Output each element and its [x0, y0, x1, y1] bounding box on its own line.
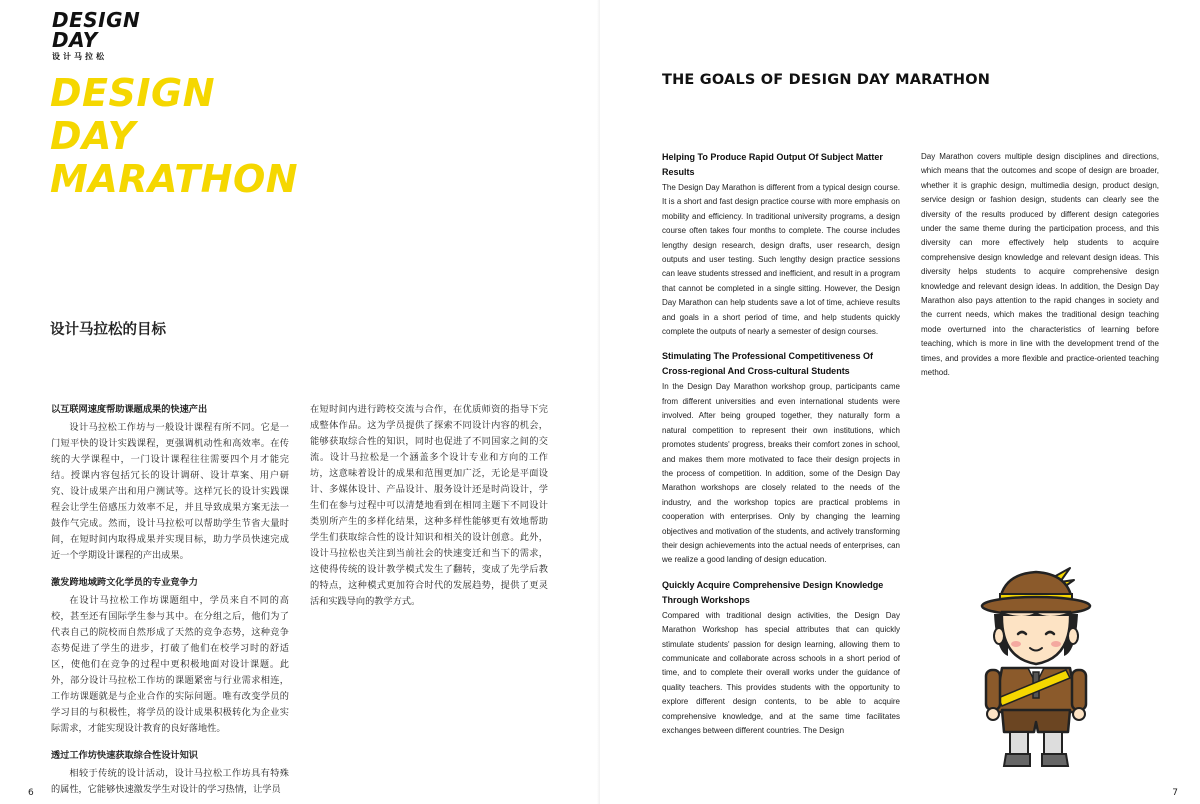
en-paragraph-3: Compared with traditional design activities, the Design Day Marathon Workshop has special attributes that can quickly stimulate students' passion for design learning, allowing them to communicate and collaborate across schools in a short period of time, and to complete their overall works under the guidance of quality teachers. This provides students with the opportunity to explore different design contents, to be able to acquire comprehensive knowledge, and at the same time facilitates exchanges between different countries. The Design — [662, 610, 900, 735]
en-column-2 — [921, 150, 1159, 391]
en-subheading-2: Stimulating The Professional Competitiveness Of Cross-regional And Cross-cultural Students — [662, 351, 874, 377]
cn-subheading-2: 激发跨地域跨文化学员的专业竞争力 — [51, 577, 198, 588]
big-title-line-1: DESIGN — [50, 71, 216, 115]
cn-column-1 — [51, 402, 289, 804]
cn-paragraph-2: 在设计马拉松工作坊课题组中，学员来自不同的高校，甚至还有国际学生参与其中。在分组之后，他们为了代表自己的院校而自然形成了天然的竞争态势，这种竞争态势促进了学生的进步，打破了他们在校学习时的舒适区，使他们在竞争的过程中更积极地面对设计课题。此外，部分设计马拉松工作坊的课题紧密与行业需求相连，工作坊课题就是与企业合作的实际问题。唯有改变学员的学习目的与积极性，将学员的设计成果积极转化为企业实际需求，才能实现设计教育的良好落地性。 — [51, 595, 289, 734]
cn-section-heading: 设计马拉松的目标 — [50, 322, 166, 338]
cn-paragraph-3: 相较于传统的设计活动，设计马拉松工作坊具有特殊的属性，它能够快速激发学生对设计的学习热情，让学员 — [51, 768, 289, 795]
cn-paragraph-1: 设计马拉松工作坊与一般设计课程有所不同。它是一门短平快的设计实践课程，更强调机动性和高效率。在传统的大学课程中，一门设计课程往往需要四个月才能完结。授课内容包括冗长的设计调研、设计草案、用户研究、设计成果产出和用户测试等。这样冗长的设计实践课程会让学生倍感压力效率不足，并且导致成果方案无法一鼓作气完成。然而，设计马拉松可以帮助学生节省大量时间，在短时间内取得成果并实现目标，助力学员快速完成近一个学期设计课程的产出成果。 — [51, 422, 289, 561]
page-number-right: 7 — [1172, 788, 1178, 798]
en-paragraph-continued: Day Marathon covers multiple design disciplines and directions, which means that the outcomes and scope of design are broader, whether it is graphic design, multimedia design, product design, service design or fashion design, students can clearly see the diversity of the results produced by different design categories under the same theme during the participation process, and this diversity can more effectively help students to acquire comprehensive design knowledge and relevant design ideas. This diversity helps students to acquire comprehensive design knowledge and relevant design ideas. In addition, the Design Day Marathon also pays attention to the rapid changes in society and the current needs, which makes the traditional design teaching mode overturned into the characteristics of learning before teaching, which is more in line with the development trend of the times, and provides a more flexible and practice-oriented teaching method. — [921, 152, 1159, 378]
cn-column-2 — [310, 402, 548, 621]
mascot-illustration — [974, 560, 1098, 772]
right-page — [600, 0, 1200, 804]
en-subheading-1: Helping To Produce Rapid Output Of Subject Matter Results — [662, 152, 883, 177]
en-paragraph-2: In the Design Day Marathon workshop group, participants came from different universities and even international students were involved. After being grouped together, they naturally form a natural competition to represent their own institutions, which promotes students' progress, breaks their comfort zones in school, and makes them more motivated to face their design projects in the process of competition. In addition, some of the Design Day Marathon workshops are closely related to the needs of the industry, and the workshop topics are practical problems in cooperation with enterprises. Only by changing the learning objectives and motivation of the students, and actively transforming their design achievements into the actual needs of enterprises, can we realize a good landing of design education. — [662, 382, 900, 565]
logo-line-2: DAY — [52, 28, 98, 52]
logo-subtitle: 设计马拉松 — [52, 52, 107, 61]
design-day-logo — [52, 10, 140, 62]
big-title-line-2: DAY — [50, 114, 136, 158]
logo-line-1: DESIGN — [52, 8, 141, 32]
big-title — [50, 72, 298, 201]
goals-title: THE GOALS OF DESIGN DAY MARATHON — [662, 72, 991, 88]
en-paragraph-1: The Design Day Marathon is different from a typical design course. It is a short and fast design practice course with more emphasis on mobility and efficiency. In traditional university programs, a design course often takes four months to complete. The course includes lengthy design research, design drafts, user research, design outputs and user testing. Such lengthy design practice sessions can leave students stressed and inefficient, and result in a program that cannot be completed in a single sitting. However, the Design Day Marathon can help students save a lot of time, achieve results and goals in a short period of time, and help students quickly complete the outputs of nearly a semester of design courses. — [662, 183, 900, 337]
cn-subheading-3: 透过工作坊快速获取综合性设计知识 — [51, 750, 198, 761]
page-number-left: 6 — [28, 788, 34, 798]
big-title-line-3: MARATHON — [50, 157, 299, 201]
en-subheading-3: Quickly Acquire Comprehensive Design Knowledge Through Workshops — [662, 579, 884, 605]
en-column-1 — [662, 150, 900, 748]
cn-paragraph-continued: 在短时间内进行跨校交流与合作，在优质师资的指导下完成整体作品。这为学员提供了探索不同设计内容的机会，能够获取综合性的知识，同时也促进了不同国家之间的交流。设计马拉松是一个涵盖多个设计专业和方向的工作坊，这意味着设计的成果和范围更加广泛，无论是平面设计、多媒体设计、产品设计、服务设计还是时尚设计，学生们在参与过程中可以清楚地看到在相同主题下不同设计类别所产生的多样化结果，这种多样性能够更有效地帮助学生们获取综合性的设计知识和相关的设计创意。此外，设计马拉松也关注到当前社会的快速变迁和当下的需求，这使得传统的设计教学模式发生了翻转，变成了先学后教的特点，这种模式更加符合时代的发展趋势，提供了更灵活和实践导向的教学方式。 — [310, 404, 548, 607]
cn-subheading-1: 以互联网速度帮助课题成果的快速产出 — [51, 404, 208, 415]
